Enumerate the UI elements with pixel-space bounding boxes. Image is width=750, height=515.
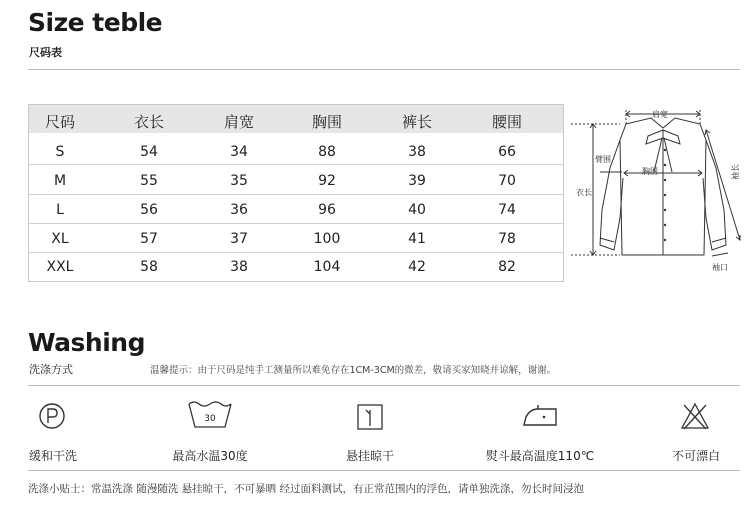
dry-clean-p-icon (38, 402, 66, 430)
table-cell: 55 (140, 172, 158, 189)
table-cell: 104 (313, 258, 341, 275)
table-cell: 40 (408, 201, 426, 218)
table-cell: 96 (318, 201, 336, 218)
wash-basin-icon (187, 400, 233, 430)
column-header: 腰围 (491, 113, 522, 131)
divider (28, 69, 740, 70)
table-cell: 92 (318, 172, 336, 189)
size-table (28, 104, 564, 282)
sleeve-label: 袖长 (731, 164, 740, 180)
iron-icon (520, 403, 560, 429)
shoulder-label: 肩宽 (652, 110, 668, 119)
care-label: 缓和干洗 (28, 449, 77, 463)
size-table-subtitle: 尺码表 (29, 46, 62, 59)
table-row (29, 252, 563, 281)
table-cell: 54 (140, 143, 158, 160)
table-cell: L (56, 201, 64, 218)
table-cell: 57 (140, 230, 158, 247)
divider (28, 385, 740, 386)
table-cell: 66 (498, 143, 516, 160)
row-divider (29, 164, 563, 165)
table-cell: 82 (498, 258, 516, 275)
length-label: 衣长 (576, 188, 592, 197)
column-header: 肩宽 (223, 113, 254, 131)
table-header-row (29, 105, 563, 133)
table-cell: 70 (498, 172, 516, 189)
column-header: 裤长 (401, 113, 432, 131)
table-cell: 56 (140, 201, 158, 218)
column-header: 衣长 (133, 113, 164, 131)
table-cell: XL (51, 230, 69, 247)
table-row (29, 166, 563, 195)
column-header: 尺码 (44, 113, 75, 131)
divider (28, 470, 740, 471)
table-row (29, 224, 563, 253)
table-cell: 58 (140, 258, 158, 275)
garment-diagram (566, 100, 750, 280)
cuff-label: 袖口 (712, 263, 728, 272)
no-bleach-icon (680, 401, 710, 431)
hang-dry-icon (356, 403, 384, 431)
column-header: 胸围 (311, 113, 342, 131)
arm-label: 臂围 (595, 155, 611, 164)
temperature-label: 30 (204, 414, 216, 424)
table-cell: 38 (230, 258, 248, 275)
table-cell: M (53, 172, 67, 189)
washing-tip: 洗涤小贴士：常温洗涤 随漫随洗 悬挂晾干，不可暴晒 经过面料测试，有正常范围内的浮色，请单独洗涤，勿长时间浸泡 (28, 483, 585, 495)
table-cell: 42 (408, 258, 426, 275)
table-cell: 100 (313, 230, 341, 247)
table-cell: 34 (230, 143, 248, 160)
table-cell: 38 (408, 143, 426, 160)
table-cell: 74 (498, 201, 516, 218)
care-label: 熨斗最高温度110℃ (485, 449, 595, 463)
table-cell: 41 (408, 230, 426, 247)
table-row (29, 195, 563, 224)
table-cell: S (55, 143, 65, 160)
table-row (29, 137, 563, 166)
size-table-title: Size teble (28, 8, 163, 37)
table-cell: 78 (498, 230, 516, 247)
washing-subtitle: 洗涤方式 (29, 363, 73, 376)
table-cell: 35 (230, 172, 248, 189)
washing-title: Washing (28, 328, 145, 357)
chest-label: 胸围 (642, 167, 658, 176)
care-label: 最高水温30度 (172, 449, 248, 463)
care-label: 不可漂白 (671, 449, 720, 463)
measurement-note: 温馨提示：由于尺码是纯手工测量所以难免存在1CM-3CM的微差，敬请买家知晓并谅解，谢谢。 (150, 365, 557, 376)
table-cell: 39 (408, 172, 426, 189)
table-cell: 37 (230, 230, 248, 247)
table-cell: 88 (318, 143, 336, 160)
table-cell: XXL (46, 258, 74, 275)
care-label: 悬挂晾干 (345, 449, 394, 463)
table-cell: 36 (230, 201, 248, 218)
